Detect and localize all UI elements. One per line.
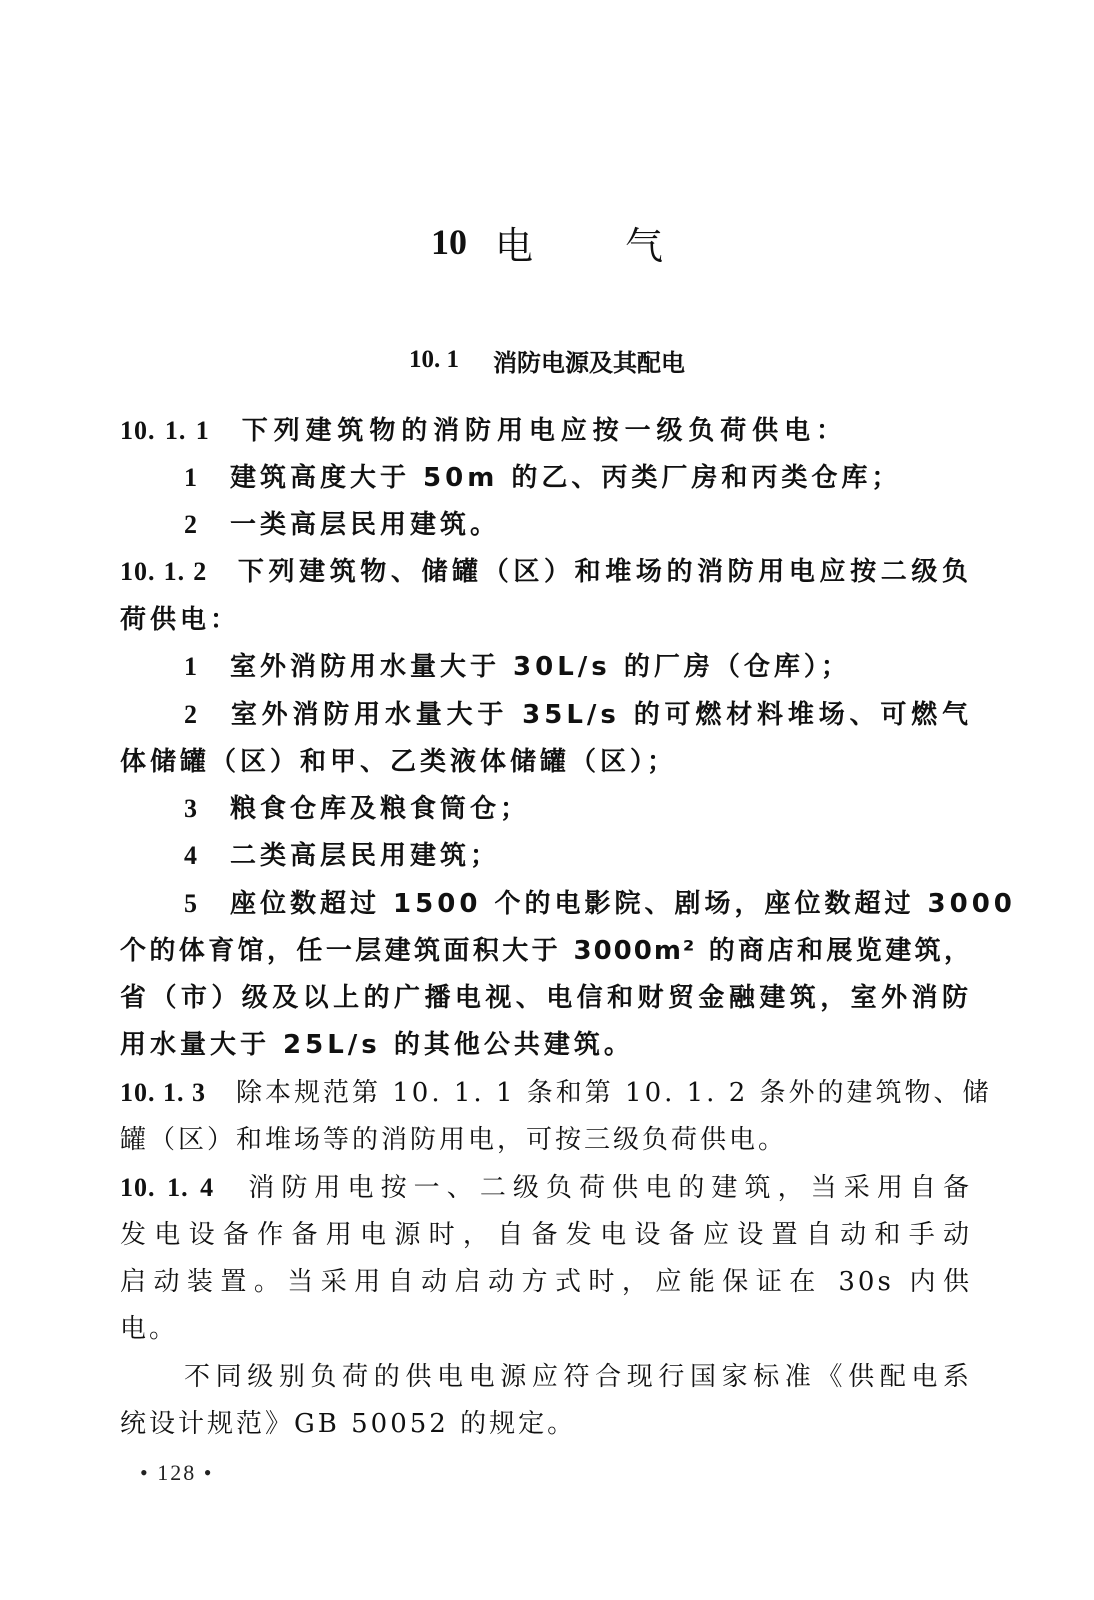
text-line (120, 1117, 787, 1163)
item-text: 二类高层民用建筑； (230, 841, 501, 871)
continuation-text: 用水量大于 25L/s 的其他公共建筑。 (120, 1030, 634, 1060)
item-number: 5 (184, 889, 201, 918)
item-text: 室外消防用水量大于 35L/s 的可燃材料堆场、可燃气 (230, 700, 972, 730)
clause-line (120, 408, 846, 454)
clause-text: 下列建筑物、储罐（区）和堆场的消防用电应按二级负 (237, 557, 972, 587)
text-line (120, 597, 240, 643)
clause-number: 10. 1. 3 (120, 1078, 206, 1107)
continuation-text: 发电设备作备用电源时，自备发电设备应设置自动和手动 (120, 1220, 972, 1250)
continuation-text: 电。 (120, 1314, 179, 1344)
item-text: 座位数超过 1500 个的电影院、剧场，座位数超过 3000 (230, 889, 1016, 919)
section-number: 10. 1 (409, 346, 459, 373)
text-line (120, 975, 972, 1021)
item-number: 4 (184, 841, 201, 870)
clause-number: 10. 1. 1 (120, 416, 210, 445)
section-title (0, 340, 1094, 380)
continuation-text: 省（市）级及以上的广播电视、电信和财贸金融建筑，室外消防 (120, 983, 972, 1013)
continuation-text: 体储罐（区）和甲、乙类液体储罐（区）； (120, 747, 678, 777)
list-item (184, 833, 500, 879)
clause-text: 下列建筑物的消防用电应按一级负荷供电： (239, 416, 846, 446)
item-text: 室外消防用水量大于 30L/s 的厂房（仓库）； (230, 652, 851, 682)
text-line (120, 1022, 634, 1068)
item-number: 2 (184, 510, 201, 539)
clause-text: 除本规范第 10. 1. 1 条和第 10. 1. 2 条外的建筑物、储 (236, 1078, 992, 1108)
continuation-text: 个的体育馆，任一层建筑面积大于 3000m² 的商店和展览建筑， (120, 936, 972, 966)
chapter-title-char-2: 气 (625, 223, 664, 268)
item-text: 一类高层民用建筑。 (230, 510, 501, 540)
text-line (120, 739, 677, 785)
list-item (184, 644, 851, 690)
continuation-text: 荷供电： (120, 605, 241, 635)
item-number: 2 (184, 700, 201, 729)
text-line (184, 1354, 972, 1400)
paragraph-text: 不同级别负荷的供电电源应符合现行国家标准《供配电系 (184, 1362, 972, 1392)
clause-number: 10. 1. 4 (120, 1173, 215, 1202)
clause-line (120, 1165, 972, 1211)
item-number: 3 (184, 794, 201, 823)
text-line (120, 1212, 972, 1258)
chapter-number: 10 (430, 222, 467, 262)
page-number: • 128 • (140, 1460, 214, 1485)
text-line (120, 1259, 972, 1305)
section-heading: 消防电源及其配电 (493, 348, 685, 377)
list-item (184, 786, 530, 832)
list-item (184, 881, 1016, 927)
list-item (184, 502, 500, 548)
continuation-text: 启动装置。当采用自动启动方式时，应能保证在 30s 内供 (120, 1267, 972, 1297)
continuation-text: 统设计规范》GB 50052 的规定。 (120, 1409, 577, 1439)
list-item (184, 692, 972, 738)
item-text: 粮食仓库及粮食筒仓； (230, 794, 531, 824)
list-item (184, 455, 901, 501)
clause-line (120, 549, 972, 595)
clause-line (120, 1070, 992, 1116)
chapter-title (0, 212, 1094, 272)
item-number: 1 (184, 652, 201, 681)
clause-text: 消防用电按一、二级负荷供电的建筑，当采用自备 (244, 1173, 972, 1203)
text-line (120, 1306, 178, 1352)
text-line (120, 1401, 576, 1447)
item-number: 1 (184, 463, 201, 492)
item-text: 建筑高度大于 50m 的乙、丙类厂房和丙类仓库； (230, 463, 902, 493)
continuation-text: 罐（区）和堆场等的消防用电，可按三级负荷供电。 (120, 1125, 788, 1155)
clause-number: 10. 1. 2 (120, 557, 208, 586)
chapter-title-char-1: 电 (494, 223, 533, 268)
text-line (120, 928, 972, 974)
